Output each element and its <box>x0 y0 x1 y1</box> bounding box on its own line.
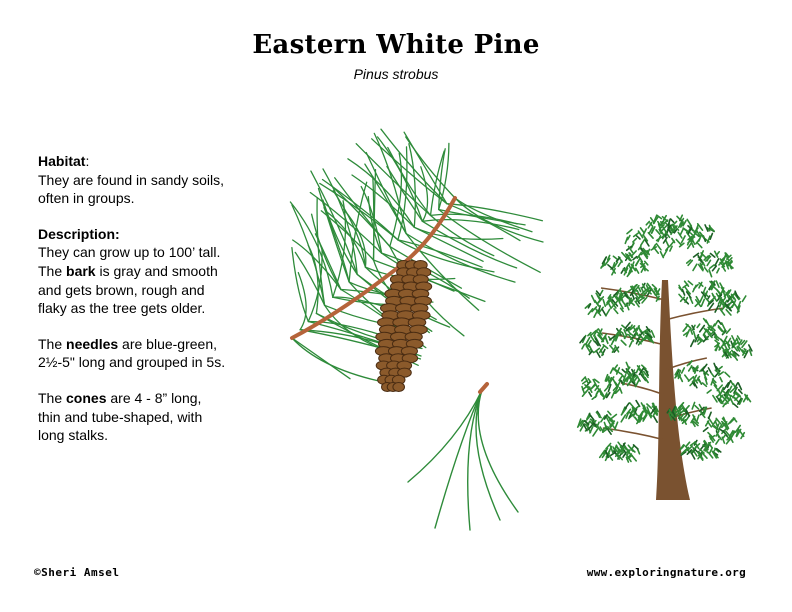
foliage-stroke <box>582 345 584 349</box>
foliage-stroke <box>630 342 633 347</box>
foliage-stroke <box>695 406 698 409</box>
foliage-stroke <box>654 416 658 422</box>
foliage-stroke <box>698 380 701 384</box>
foliage-stroke <box>626 362 628 367</box>
scientific-name: Pinus strobus <box>353 66 439 82</box>
description-line-1: They can grow up to 100’ tall. <box>38 244 221 261</box>
foliage-stroke <box>592 296 595 303</box>
foliage-stroke <box>682 289 684 295</box>
foliage-stroke <box>696 225 698 232</box>
foliage-stroke <box>666 240 669 246</box>
foliage-stroke <box>594 310 598 317</box>
foliage-stroke <box>608 265 613 269</box>
description-line-4: flaky as the tree gets older. <box>38 300 206 317</box>
foliage-stroke <box>685 375 689 381</box>
foliage-stroke <box>620 388 622 393</box>
foliage-stroke <box>711 373 714 377</box>
pine-tree-illustration <box>578 215 752 500</box>
foliage-stroke <box>709 412 712 418</box>
foliage-stroke <box>634 445 638 449</box>
foliage-stroke <box>725 372 730 376</box>
foliage-stroke <box>603 300 605 307</box>
bundle-needle <box>476 390 500 520</box>
foliage-stroke <box>638 231 642 238</box>
foliage-stroke <box>717 269 719 273</box>
foliage-stroke <box>636 268 639 273</box>
pine-branch-illustration <box>290 129 543 391</box>
foliage-stroke <box>632 456 636 461</box>
cone-scale <box>393 383 405 392</box>
foliage-stroke <box>704 428 708 432</box>
habitat-line-2: often in groups. <box>38 190 135 207</box>
foliage-stroke <box>707 390 711 393</box>
foliage-stroke <box>730 398 733 405</box>
foliage-stroke <box>706 320 710 327</box>
foliage-stroke <box>606 309 610 315</box>
needles-term: needles <box>66 335 119 352</box>
habitat-heading-colon: : <box>85 153 90 169</box>
bundle-needle <box>478 390 518 512</box>
foliage-stroke <box>679 294 682 297</box>
foliage-stroke <box>630 254 633 258</box>
foliage-stroke <box>619 302 623 309</box>
tree-trunk <box>656 280 690 500</box>
foliage-stroke <box>676 240 681 245</box>
foliage-stroke <box>641 228 644 233</box>
foliage-stroke <box>697 415 699 422</box>
foliage-stroke <box>701 299 704 306</box>
branch-needle <box>308 245 318 313</box>
branch-needle <box>421 167 428 222</box>
foliage-stroke <box>732 336 734 341</box>
habitat-line-1: They are found in sandy soils, <box>38 171 224 188</box>
foliage-stroke <box>718 367 722 370</box>
foliage-stroke <box>633 239 636 242</box>
tree-branch <box>665 308 724 320</box>
foliage-stroke <box>716 281 719 287</box>
foliage-stroke <box>724 255 726 261</box>
foliage-stroke <box>610 346 613 350</box>
foliage-stroke <box>680 229 683 235</box>
branch-needle <box>356 144 430 216</box>
page-title: Eastern White Pine <box>252 30 540 60</box>
needle-bundle-illustration <box>408 384 518 530</box>
copyright-text: ©Sheri Amsel <box>34 566 120 579</box>
cones-line-3: long stalks. <box>38 427 109 444</box>
needle-bundle-sheath <box>480 384 487 392</box>
foliage-stroke <box>661 252 664 258</box>
foliage-stroke <box>618 261 622 266</box>
foliage-stroke <box>608 411 611 414</box>
bark-term: bark <box>66 262 96 279</box>
foliage-stroke <box>621 340 626 345</box>
cones-line-1-post: are 4 - 8” long, <box>106 389 202 406</box>
foliage-stroke <box>715 259 719 266</box>
description-line-2-pre: The <box>38 262 67 279</box>
description-heading: Description: <box>38 225 120 242</box>
foliage-stroke <box>687 219 691 226</box>
website-link[interactable]: www.exploringnature.org <box>586 566 746 579</box>
foliage-stroke <box>698 243 702 248</box>
foliage-stroke <box>664 229 667 232</box>
foliage-stroke <box>588 379 590 382</box>
foliage-stroke <box>670 246 672 251</box>
foliage-stroke <box>688 281 692 285</box>
habitat-heading: Habitat <box>38 153 86 169</box>
foliage-stroke <box>713 286 717 290</box>
foliage-stroke <box>627 230 632 234</box>
foliage-stroke <box>724 417 726 422</box>
foliage-stroke <box>636 261 639 266</box>
foliage-stroke <box>704 319 707 323</box>
description-line-2-post: is gray and smooth <box>95 262 218 279</box>
foliage-stroke <box>654 248 658 253</box>
foliage-stroke <box>693 264 697 270</box>
foliage-stroke <box>614 309 618 314</box>
foliage-stroke <box>718 321 721 325</box>
foliage-stroke <box>705 268 708 272</box>
foliage-stroke <box>702 453 707 458</box>
foliage-stroke <box>697 338 699 341</box>
foliage-stroke <box>691 340 694 347</box>
foliage-stroke <box>632 294 634 299</box>
foliage-stroke <box>626 303 628 309</box>
foliage-stroke <box>722 323 725 329</box>
foliage-stroke <box>716 439 719 444</box>
foliage-stroke <box>682 368 685 373</box>
foliage-stroke <box>710 265 714 268</box>
foliage-stroke <box>700 296 703 302</box>
foliage-stroke <box>622 300 626 306</box>
foliage-stroke <box>593 429 598 436</box>
foliage-stroke <box>611 368 614 373</box>
foliage-stroke <box>646 222 649 225</box>
foliage-stroke <box>727 329 731 333</box>
foliage-stroke <box>703 383 707 386</box>
foliage-stroke <box>728 338 730 342</box>
cones-line-1-pre: The <box>38 389 67 406</box>
foliage-stroke <box>694 331 696 338</box>
foliage-stroke <box>723 267 725 271</box>
needles-line-1-post: are blue-green, <box>118 335 217 352</box>
foliage-stroke <box>638 287 640 292</box>
foliage-stroke <box>699 405 702 409</box>
branch-needle <box>292 338 350 379</box>
foliage-stroke <box>641 238 645 245</box>
cones-line-2: thin and tube-shaped, with <box>38 408 203 425</box>
branch-needle <box>298 273 306 330</box>
foliage-stroke <box>633 257 637 260</box>
foliage-stroke <box>623 453 626 457</box>
foliage-stroke <box>692 403 694 410</box>
foliage-stroke <box>697 324 700 327</box>
foliage-stroke <box>703 288 705 293</box>
foliage-stroke <box>720 283 722 287</box>
branch-needle <box>293 240 341 290</box>
needles-line-2: 2½-5" long and grouped in 5s. <box>38 354 226 371</box>
foliage-stroke <box>637 326 639 331</box>
description-line-3: and gets brown, rough and <box>38 281 205 298</box>
foliage-stroke <box>708 368 710 372</box>
cones-term: cones <box>66 389 107 406</box>
foliage-stroke <box>715 321 718 326</box>
foliage-stroke <box>645 261 648 265</box>
foliage-stroke <box>610 446 612 452</box>
foliage-stroke <box>625 237 627 243</box>
foliage-stroke <box>605 387 608 391</box>
foliage-stroke <box>723 435 725 438</box>
foliage-stroke <box>720 377 722 381</box>
foliage-stroke <box>709 448 712 454</box>
foliage-stroke <box>612 415 617 419</box>
foliage-stroke <box>708 453 712 458</box>
needles-line-1-pre: The <box>38 335 67 352</box>
foliage-stroke <box>621 415 625 422</box>
foliage-stroke <box>671 219 674 222</box>
foliage-stroke <box>742 296 745 301</box>
foliage-stroke <box>711 379 713 385</box>
tree-branch <box>603 428 665 440</box>
foliage-stroke <box>716 422 718 427</box>
foliage-stroke <box>738 383 741 390</box>
foliage-stroke <box>709 270 712 277</box>
branch-needle <box>311 171 357 274</box>
foliage-stroke <box>615 422 617 428</box>
foliage-stroke <box>625 403 629 408</box>
foliage-stroke <box>589 392 591 396</box>
foliage-stroke <box>656 244 661 250</box>
